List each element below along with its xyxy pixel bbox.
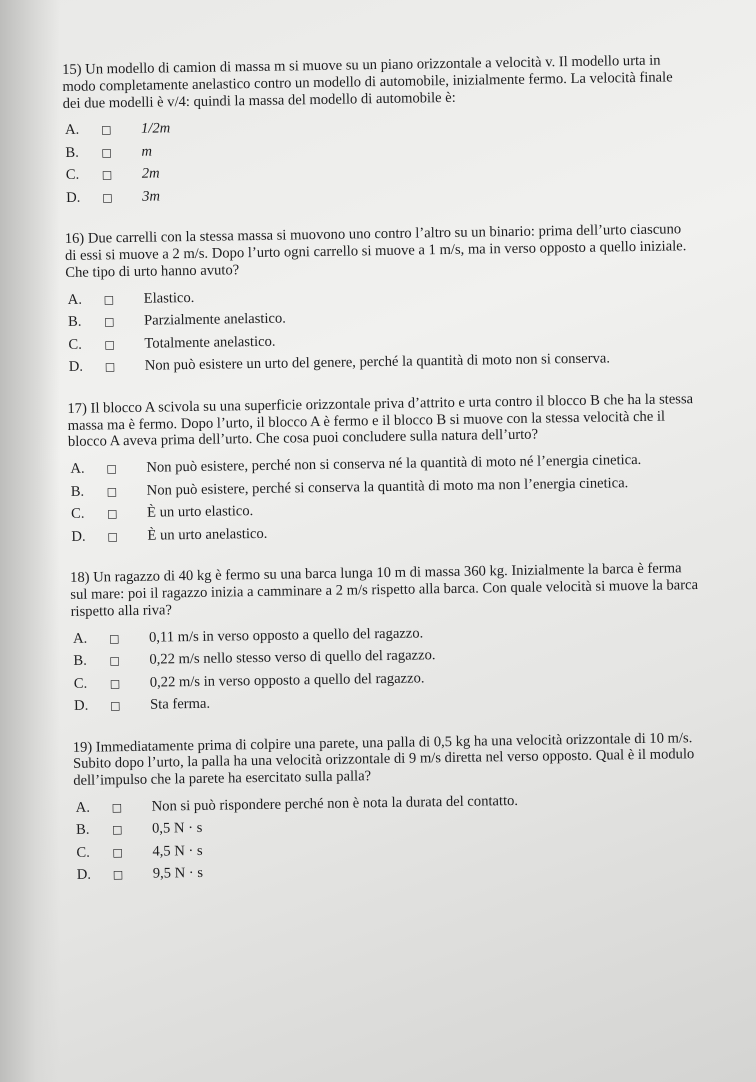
option-text: Non può esistere, perché si conserva la quantità di moto ma non l’energia cinetica. xyxy=(146,474,629,499)
option-letter: C. xyxy=(65,167,80,184)
question-stem: 16) Due carrelli con la stessa massa si muovono uno contro l’altro su un binario: prima dell’urto ciascuno di essi si muove a 2 m/s. Dopo l’urto ogni carrello si muove a 1 m/s, ma in verso opposto a quello iniziale. Che tipo di urto hanno avuto? xyxy=(64,221,687,281)
option-text: Non si può rispondere perché non è nota la durata del contatto. xyxy=(151,792,519,815)
option-text: 2m xyxy=(141,165,160,183)
option-text: 4,5 N · s xyxy=(152,842,203,860)
checkbox-icon[interactable]: □ xyxy=(100,123,112,137)
question-17 xyxy=(67,391,699,551)
option-text: È un urto anelastico. xyxy=(147,525,268,544)
checkbox-icon[interactable]: □ xyxy=(111,823,123,837)
option-letter: B. xyxy=(70,483,85,500)
option-text: 0,11 m/s in verso opposto a quello del ragazzo. xyxy=(148,624,424,646)
checkbox-icon[interactable]: □ xyxy=(107,507,118,521)
option-text: Non può esistere un urto del genere, perché la quantità di moto non si conserva. xyxy=(144,350,611,375)
option-letter: B. xyxy=(75,822,90,839)
checkbox-icon[interactable]: □ xyxy=(102,191,113,205)
option-letter: A. xyxy=(75,799,91,816)
checkbox-icon[interactable]: □ xyxy=(109,676,121,690)
option-text: Parzialmente anelastico. xyxy=(143,310,287,330)
option-text: 1/2m xyxy=(140,120,171,138)
option-text: Totalmente anelastico. xyxy=(144,333,276,352)
option-letter: B. xyxy=(73,652,87,669)
checkbox-icon[interactable]: □ xyxy=(110,699,121,713)
checkbox-icon[interactable]: □ xyxy=(109,654,120,668)
checkbox-icon[interactable]: □ xyxy=(106,462,117,476)
checkbox-icon[interactable]: □ xyxy=(103,315,115,329)
option-text: Sta ferma. xyxy=(149,695,211,713)
option-text: 0,22 m/s nello stesso verso di quello del ragazzo. xyxy=(149,647,436,668)
option-letter: A. xyxy=(72,630,88,647)
question-19 xyxy=(73,730,705,890)
question-18 xyxy=(70,560,702,720)
checkbox-icon[interactable]: □ xyxy=(111,801,123,815)
question-stem: 19) Immediatamente prima di colpire una parete, una palla di 0,5 kg ha una velocità orizzontale di 10 m/s. Subito dopo l’urto, la palla ha una velocità orizzontale di 9 m/s diretta nel verso opposto. Qual è il modulo dell’impulso che la parete ha esercitato sulla palla? xyxy=(72,729,695,790)
option-letter: D. xyxy=(66,189,81,206)
question-stem: 15) Un modello di camion di massa m si muove su un piano orizzontale a velocità v. Il modello urta in modo completamente anelastico contro un modello di automobile, inizialmente fermo. La velocità finale dei due modelli è v/4: quindi la massa del modello di automobile è: xyxy=(62,52,673,112)
checkbox-icon[interactable]: □ xyxy=(104,337,115,352)
checkbox-icon[interactable]: □ xyxy=(106,484,118,499)
option-text: 9,5 N · s xyxy=(152,865,204,883)
option-letter: C. xyxy=(76,844,90,861)
question-15 xyxy=(62,52,694,212)
option-text: Elastico. xyxy=(143,289,195,307)
page-edge-shadow xyxy=(0,0,60,1082)
checkbox-icon[interactable]: □ xyxy=(101,168,113,182)
option-text: È un urto elastico. xyxy=(146,503,254,521)
checkbox-icon[interactable]: □ xyxy=(104,360,116,374)
question-stem: 17) Il blocco A scivola su una superficie orizzontale priva d’attrito e urta contro il blocco B che ha la stessa massa ma è fermo. Dopo l’urto, il blocco A è fermo e il blocco B si muove con la stessa velocità che il blocco A aveva prima dell’urto. Che cosa puoi concludere sulla natura dell’urto? xyxy=(67,390,694,451)
option-text: Non può esistere, perché non si conserva né la quantità di moto né l’energia cinetica. xyxy=(146,452,642,476)
option-letter: C. xyxy=(70,505,85,523)
option-text: m xyxy=(141,143,153,160)
option-letter: D. xyxy=(76,867,92,884)
checkbox-icon[interactable]: □ xyxy=(112,846,123,860)
checkbox-icon[interactable]: □ xyxy=(108,631,120,645)
option-letter: A. xyxy=(67,291,83,308)
question-stem: 18) Un ragazzo di 40 kg è fermo su una barca lunga 10 m di massa 360 kg. Inizialmente la barca è ferma sul mare: poi il ragazzo inizia a camminare a 2 m/s rispetto alla barca. Con quale velocità si muove la barca rispetto alla riva? xyxy=(69,560,699,620)
option-letter: B. xyxy=(67,314,82,331)
option-text: 0,5 N · s xyxy=(151,820,203,838)
question-16 xyxy=(65,221,697,381)
checkbox-icon[interactable]: □ xyxy=(103,292,115,307)
option-letter: C. xyxy=(68,336,82,353)
option-letter: A. xyxy=(70,460,85,478)
option-letter: A. xyxy=(64,122,80,139)
option-letter: D. xyxy=(71,528,86,545)
checkbox-icon[interactable]: □ xyxy=(112,868,124,882)
checkbox-icon[interactable]: □ xyxy=(107,529,118,544)
exam-sheet xyxy=(62,52,705,909)
option-letter: D. xyxy=(73,697,89,714)
option-letter: B. xyxy=(65,144,79,161)
checkbox-icon[interactable]: □ xyxy=(101,146,112,160)
option-text: 3m xyxy=(141,188,161,205)
option-letter: D. xyxy=(68,358,84,376)
option-text: 0,22 m/s in verso opposto a quello del ragazzo. xyxy=(149,669,425,691)
option-letter: C. xyxy=(73,675,88,692)
